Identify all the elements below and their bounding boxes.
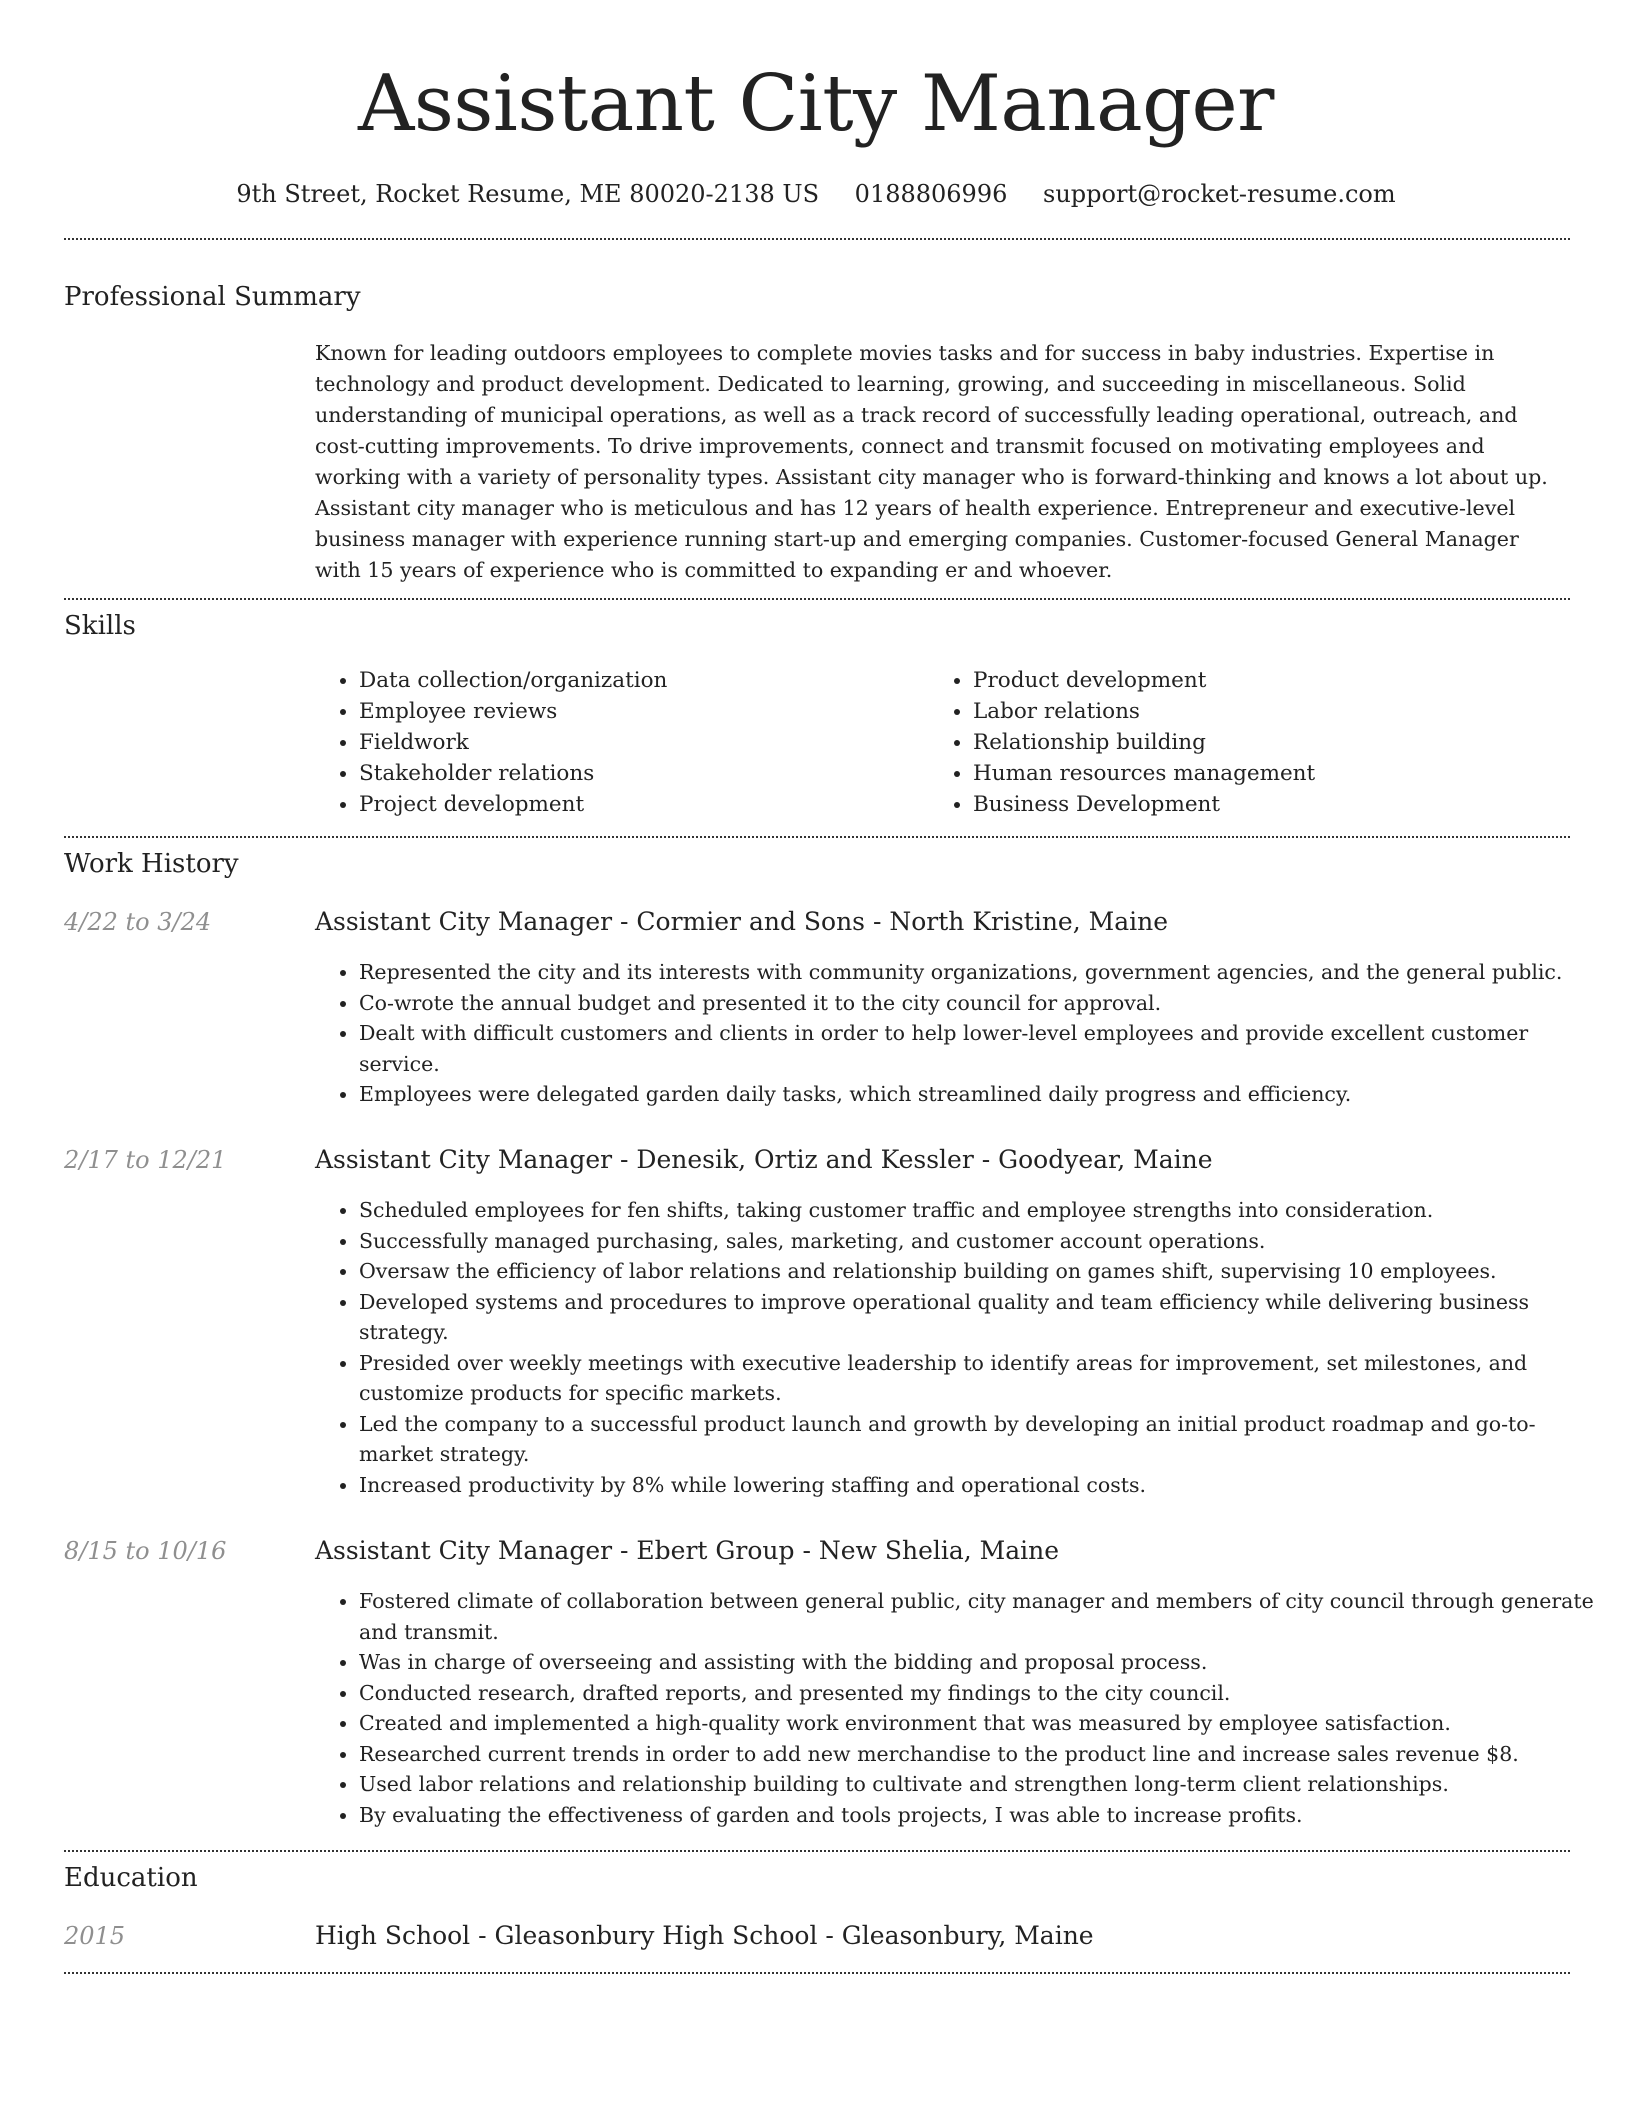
skill-item: • Project development (359, 789, 929, 820)
resume-header (0, 0, 1632, 210)
job-dates: 4/22 to 3/24 (64, 908, 212, 936)
job-bullet: • Fostered climate of collaboration between general public, city manager and members of city council through generate and transmit. (359, 1586, 1609, 1647)
skill-item: • Business Development (973, 789, 1543, 820)
job-bullet: • Used labor relations and relationship building to cultivate and strengthen long-term client relationships. (359, 1769, 1609, 1800)
skills-column-right (929, 665, 1543, 820)
job-title: Assistant City Manager - Denesik, Ortiz and Kessler - Goodyear, Maine (315, 1145, 1213, 1174)
contact-phone: 0188806996 (854, 180, 1008, 208)
contact-address: 9th Street, Rocket Resume, ME 80020-2138 US (236, 180, 820, 208)
job-title: Assistant City Manager - Cormier and Sons - North Kristine, Maine (315, 907, 1169, 936)
education-year: 2015 (64, 1922, 126, 1950)
contact-email: support@rocket-resume.com (1043, 180, 1396, 208)
job-bullet: • Co-wrote the annual budget and presented it to the city council for approval. (359, 988, 1609, 1019)
job-bullets (315, 957, 1609, 1110)
job-bullet: • Was in charge of overseeing and assisting with the bidding and proposal process. (359, 1647, 1609, 1678)
job-bullets (315, 1195, 1609, 1500)
job-bullet: • Oversaw the efficiency of labor relations and relationship building on games shift, supervising 10 employees. (359, 1256, 1609, 1287)
job-bullet: • Presided over weekly meetings with executive leadership to identify areas for improvement, set milestones, and customize products for specific markets. (359, 1348, 1609, 1409)
work-history-heading: Work History (64, 849, 239, 879)
education-heading: Education (64, 1863, 198, 1893)
job-bullet: • Scheduled employees for fen shifts, taking customer traffic and employee strengths into consideration. (359, 1195, 1609, 1226)
skill-item: • Data collection/organization (359, 665, 929, 696)
job-bullet: • Represented the city and its interests with community organizations, government agencies, and the general public. (359, 957, 1609, 988)
summary-text: Known for leading outdoors employees to complete movies tasks and for success in baby industries. Expertise in technology and product development. Dedicated to learning, growing, and succeeding in miscellaneous. Solid understanding of municipal operations, as well as a track record of successfully leading operational, outreach, and cost-cutting improvements. To drive improvements, connect and transmit focused on motivating employees and working with a variety of personality types. Assistant city manager who is forward-thinking and knows a lot about up. Assistant city manager who is meticulous and has 12 years of health experience. Entrepreneur and executive-level business manager with experience running start-up and emerging companies. Customer-focused General Manager with 15 years of experience who is committed to expanding er and whoever. (315, 341, 1548, 582)
section-divider (64, 598, 1570, 600)
job-bullet: • Created and implemented a high-quality work environment that was measured by employee satisfaction. (359, 1708, 1609, 1739)
skill-item: • Human resources management (973, 758, 1543, 789)
skill-item: • Labor relations (973, 696, 1543, 727)
contact-line (0, 178, 1632, 210)
page-title: Assistant City Manager (358, 59, 1274, 149)
skill-item: • Relationship building (973, 727, 1543, 758)
job-dates: 2/17 to 12/21 (64, 1146, 227, 1174)
job-bullet: • Researched current trends in order to add new merchandise to the product line and increase sales revenue $8. (359, 1739, 1609, 1770)
section-divider (64, 1850, 1570, 1852)
job-title: Assistant City Manager - Ebert Group - New Shelia, Maine (315, 1536, 1060, 1565)
job-bullet: • Successfully managed purchasing, sales, marketing, and customer account operations. (359, 1226, 1609, 1257)
skills-heading: Skills (64, 611, 136, 641)
section-divider (64, 1972, 1570, 1974)
section-divider (64, 836, 1570, 838)
skill-item: • Stakeholder relations (359, 758, 929, 789)
job-bullet: • Conducted research, drafted reports, and presented my findings to the city council. (359, 1678, 1609, 1709)
job-dates: 8/15 to 10/16 (64, 1537, 227, 1565)
job-bullet: • By evaluating the effectiveness of garden and tools projects, I was able to increase profits. (359, 1800, 1609, 1831)
skill-item: • Fieldwork (359, 727, 929, 758)
job-bullet: • Led the company to a successful product launch and growth by developing an initial product roadmap and go-to-market strategy. (359, 1409, 1609, 1470)
job-bullet: • Dealt with difficult customers and clients in order to help lower-level employees and provide excellent customer service. (359, 1018, 1609, 1079)
skills-list (315, 665, 1565, 820)
section-divider (64, 238, 1570, 240)
skill-item: • Product development (973, 665, 1543, 696)
summary-heading: Professional Summary (64, 282, 361, 312)
education-entry: High School - Gleasonbury High School - Gleasonbury, Maine (315, 1921, 1094, 1950)
job-bullet: • Increased productivity by 8% while lowering staffing and operational costs. (359, 1470, 1609, 1501)
skills-column-left (315, 665, 929, 820)
skill-item: • Employee reviews (359, 696, 929, 727)
job-bullets (315, 1586, 1609, 1830)
job-bullet: • Employees were delegated garden daily tasks, which streamlined daily progress and efficiency. (359, 1079, 1609, 1110)
job-bullet: • Developed systems and procedures to improve operational quality and team efficiency while delivering business strategy. (359, 1287, 1609, 1348)
